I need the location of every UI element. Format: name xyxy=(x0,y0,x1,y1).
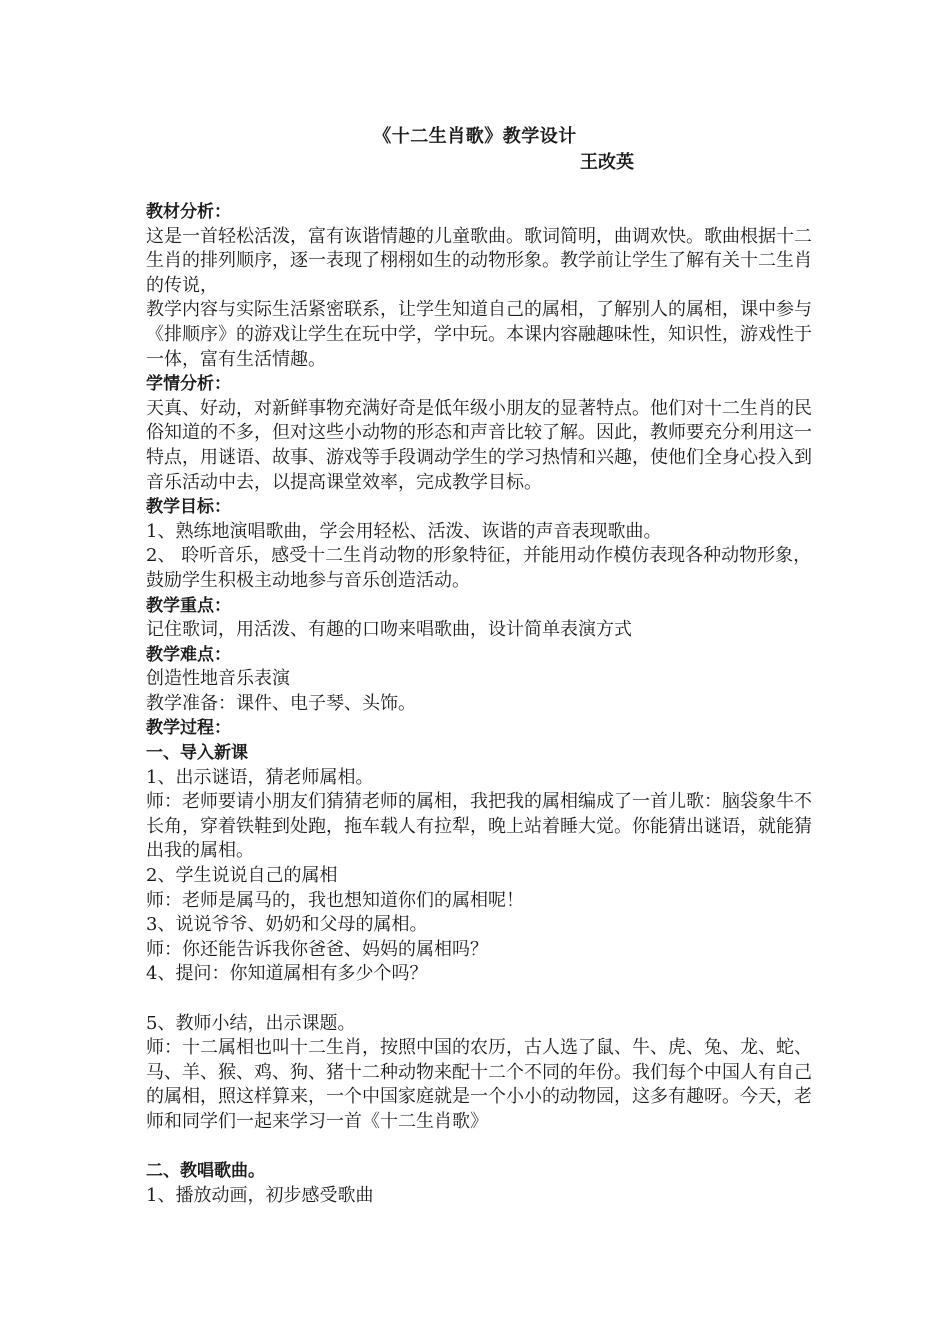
document-title: 《十二生肖歌》教学设计 xyxy=(373,126,577,147)
heading-material-analysis: 教材分析： xyxy=(146,202,231,222)
paragraph: 这是一首轻松活泼，富有诙谐情趣的儿童歌曲。歌词简明，曲调欢快。歌曲根据十二生肖的排列顺序，逐一表现了栩栩如生的动物形象。教学前让学生了解有关十二生肖的传说， xyxy=(146,225,812,296)
list-item: 2、 聆听音乐，感受十二生肖动物的形象特征，并能用动作模仿表现各种动物形象，鼓励学生积极主动地参与音乐创造活动。 xyxy=(146,545,812,591)
paragraph: 师：老师要请小朋友们猜猜老师的属相，我把我的属相编成了一首儿歌：脑袋象牛不长角，穿着铁鞋到处跑，拖车载人有拉犁，晚上站着睡大觉。你能猜出谜语，就能猜出我的属相。 xyxy=(146,791,812,862)
list-item: 2、学生说说自己的属相 xyxy=(146,865,338,887)
paragraph: 创造性地音乐表演 xyxy=(146,668,290,690)
document-body xyxy=(146,200,826,1208)
list-item: 3、说说爷爷、奶奶和父母的属相。 xyxy=(146,914,428,936)
heading-learner-analysis: 学情分析： xyxy=(146,374,231,395)
paragraph: 师：你还能告诉我你爸爸、妈妈的属相吗？ xyxy=(146,938,488,960)
heading-key-points: 教学重点： xyxy=(146,595,231,616)
list-item: 1、播放动画，初步感受歌曲 xyxy=(146,1184,374,1206)
paragraph: 教学准备：课件、电子琴、头饰。 xyxy=(146,692,416,714)
paragraph: 师：老师是属马的，我也想知道你们的属相呢！ xyxy=(146,889,524,911)
heading-teaching-process: 教学过程： xyxy=(146,718,231,739)
list-item: 5、教师小结，出示课题。 xyxy=(146,1012,356,1034)
list-item: 1、出示谜语，猜老师属相。 xyxy=(146,766,374,788)
paragraph: 天真、好动，对新鲜事物充满好奇是低年级小朋友的显著特点。他们对十二生肖的民俗知道的不多，但对这些小动物的形态和声音比较了解。因此，教师要充分利用这一特点，用谜语、故事、游戏等手段调动学生的学习热情和兴趣，使他们全身心投入到音乐活动中去，以提高课堂效率，完成教学目标。 xyxy=(146,397,812,493)
heading-part-one: 一、导入新课 xyxy=(146,743,248,764)
list-item: 1、熟练地演唱歌曲，学会用轻松、活泼、诙谐的声音表现歌曲。 xyxy=(146,520,662,542)
paragraph: 教学内容与实际生活紧密联系，让学生知道自己的属相，了解别人的属相，课中参与《排顺序》的游戏让学生在玩中学，学中玩。本课内容融趣味性，知识性，游戏性于一体，富有生活情趣。 xyxy=(146,299,812,370)
heading-difficulties: 教学难点： xyxy=(146,644,231,665)
heading-part-two: 二、教唱歌曲。 xyxy=(146,1161,265,1182)
paragraph: 师：十二属相也叫十二生肖，按照中国的农历，古人选了鼠、牛、虎、兔、龙、蛇、马、羊、猴、鸡、狗、猪十二种动物来配十二个不同的年份。我们每个中国人有自己的属相，照这样算来，一个中国家庭就是一个小小的动物园，这多有趣呀。今天，老师和同学们一起来学习一首《十二生肖歌》 xyxy=(146,1037,812,1132)
spacer xyxy=(146,987,826,1012)
list-item: 4、提问：你知道属相有多少个吗？ xyxy=(146,963,428,985)
author-name: 王改英 xyxy=(580,152,634,173)
paragraph: 记住歌词，用活泼、有趣的口吻来唱歌曲，设计简单表演方式 xyxy=(146,619,632,641)
spacer xyxy=(146,1135,826,1160)
heading-teaching-goals: 教学目标： xyxy=(146,497,231,518)
